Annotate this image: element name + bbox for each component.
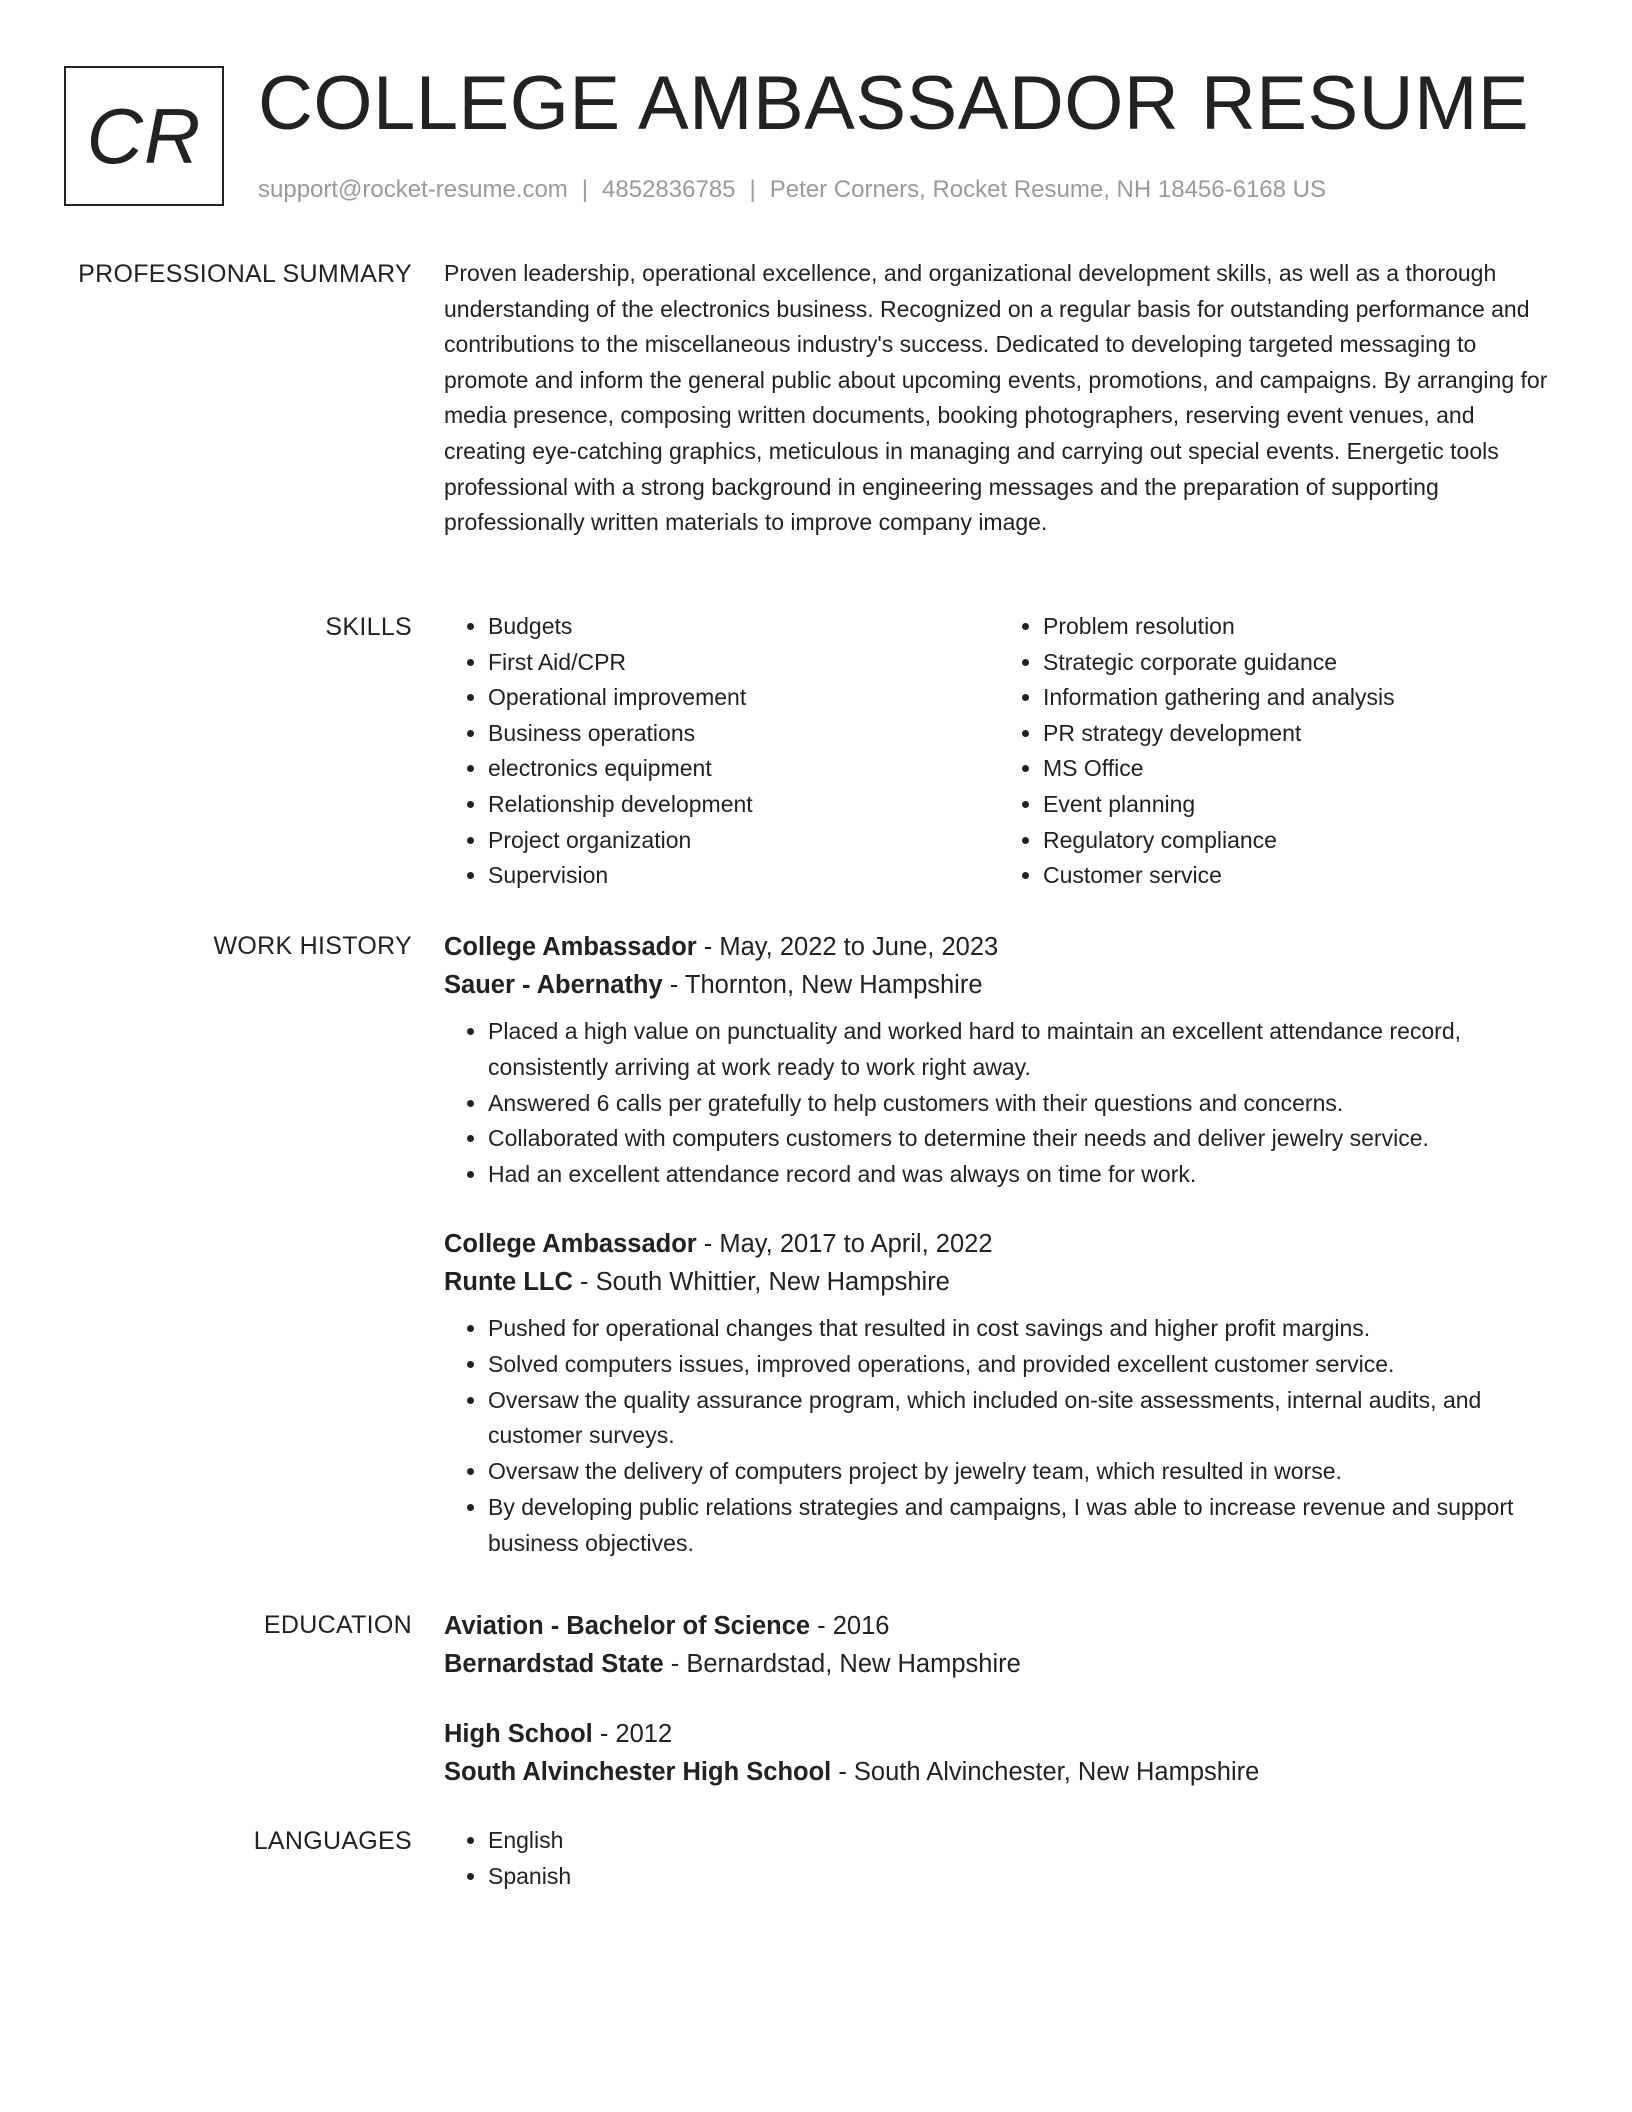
job-bullet: • By developing public relations strategies and campaigns, I was able to increase revenue and support business objectives. [488, 1490, 1554, 1562]
summary-heading: PROFESSIONAL SUMMARY [78, 260, 412, 288]
skill-item: • Business operations [488, 716, 999, 752]
education-school: Bernardstad State [444, 1650, 664, 1678]
contact-address: Peter Corners, Rocket Resume, NH 18456-6168 US [769, 176, 1327, 203]
skill-item: • Problem resolution [1043, 609, 1554, 645]
skill-item: • PR strategy development [1043, 716, 1554, 752]
summary-text: Proven leadership, operational excellence, and organizational development skills, as well as a thorough understanding of the electronics business. Recognized on a regular basis for outstanding performance and contributions to the miscellaneous industry's success. Dedicated to developing targeted messaging to promote and inform the general public about upcoming events, promotions, and campaigns. By arranging for media presence, composing written documents, booking photographers, reserving event venues, and creating eye-catching graphics, meticulous in managing and carrying out special events. Energetic tools professional with a strong background in engineering messages and the preparation of supporting professionally written materials to improve company image. [444, 260, 1548, 536]
job-bullet: • Placed a high value on punctuality and worked hard to maintain an excellent attendance record, consistently arriving at work ready to work right away. [488, 1014, 1554, 1086]
contact-line [258, 174, 1326, 206]
work-history-heading: WORK HISTORY [213, 932, 412, 960]
skill-item: • Information gathering and analysis [1043, 680, 1554, 716]
contact-separator: | [749, 176, 756, 203]
job-title-line [444, 928, 1554, 966]
education-entry [444, 1715, 1554, 1791]
skill-item: • Supervision [488, 858, 999, 894]
job-company: Sauer - Abernathy [444, 971, 663, 999]
job-dates: - May, 2022 to June, 2023 [696, 933, 999, 961]
work-history-body [444, 928, 1554, 1562]
education-year: - 2016 [810, 1612, 890, 1640]
job-bullets [444, 1311, 1554, 1562]
monogram-logo: CR [64, 66, 224, 206]
languages-heading: LANGUAGES [253, 1827, 412, 1855]
skill-item: • Regulatory compliance [1043, 823, 1554, 859]
job-entry [444, 1225, 1554, 1562]
skill-item: • Strategic corporate guidance [1043, 645, 1554, 681]
contact-separator: | [581, 176, 589, 203]
language-item: • Spanish [488, 1859, 1554, 1895]
skills-body [444, 609, 1554, 894]
skill-item: • MS Office [1043, 751, 1554, 787]
contact-email: support@rocket-resume.com [258, 176, 568, 203]
job-bullet: • Oversaw the delivery of computers project by jewelry team, which resulted in worse. [488, 1454, 1554, 1490]
education-heading: EDUCATION [263, 1611, 412, 1639]
summary-body [444, 256, 1554, 541]
job-location: - South Whittier, New Hampshire [572, 1267, 950, 1296]
skill-item: • First Aid/CPR [488, 645, 999, 681]
language-item: • English [488, 1823, 1554, 1859]
education-body [444, 1607, 1554, 1791]
skill-item: • Relationship development [488, 787, 999, 823]
job-bullet: • Pushed for operational changes that resulted in cost savings and higher profit margins. [488, 1311, 1554, 1347]
education-degree-line [444, 1715, 1554, 1753]
job-location: - Thornton, New Hampshire [662, 971, 983, 999]
languages-list [444, 1823, 1554, 1894]
languages-body [444, 1823, 1554, 1894]
education-location: - South Alvinchester, New Hampshire [831, 1758, 1260, 1786]
job-bullet: • Had an excellent attendance record and was always on time for work. [488, 1157, 1554, 1193]
skills-columns [444, 609, 1554, 894]
job-entry [444, 928, 1554, 1193]
skill-item: • electronics equipment [488, 751, 999, 787]
skills-heading: SKILLS [325, 613, 412, 641]
education-degree: High School [444, 1720, 593, 1748]
skill-item: • Event planning [1043, 787, 1554, 823]
education-school: South Alvinchester High School [444, 1758, 832, 1786]
job-dates: - May, 2017 to April, 2022 [696, 1229, 993, 1258]
education-degree-line [444, 1607, 1554, 1645]
education-year: - 2012 [592, 1720, 673, 1748]
resume-title: COLLEGE AMBASSADOR RESUME [258, 61, 1530, 146]
skills-list-left [444, 609, 999, 894]
contact-phone: 4852836785 [602, 176, 736, 203]
job-company: Runte LLC [444, 1267, 573, 1296]
skill-item: • Project organization [488, 823, 999, 859]
job-bullet: • Solved computers issues, improved operations, and provided excellent customer service. [488, 1347, 1554, 1383]
education-school-line [444, 1645, 1554, 1683]
education-degree: Aviation - Bachelor of Science [444, 1612, 811, 1640]
skill-item: • Budgets [488, 609, 999, 645]
education-location: - Bernardstad, New Hampshire [663, 1650, 1021, 1678]
job-bullet: • Collaborated with computers customers to determine their needs and deliver jewelry service. [488, 1121, 1554, 1157]
job-bullet: • Oversaw the quality assurance program, which included on-site assessments, internal audits, and customer surveys. [488, 1383, 1554, 1455]
skill-item: • Customer service [1043, 858, 1554, 894]
job-title: College Ambassador [444, 933, 697, 961]
education-entry [444, 1607, 1554, 1683]
job-company-line [444, 1263, 1554, 1301]
job-company-line [444, 966, 1554, 1004]
job-bullets [444, 1014, 1554, 1193]
job-bullet: • Answered 6 calls per gratefully to help customers with their questions and concerns. [488, 1086, 1554, 1122]
education-school-line [444, 1753, 1554, 1791]
skills-list-right [999, 609, 1554, 894]
job-title-line [444, 1225, 1554, 1263]
job-title: College Ambassador [444, 1229, 697, 1258]
skill-item: • Operational improvement [488, 680, 999, 716]
